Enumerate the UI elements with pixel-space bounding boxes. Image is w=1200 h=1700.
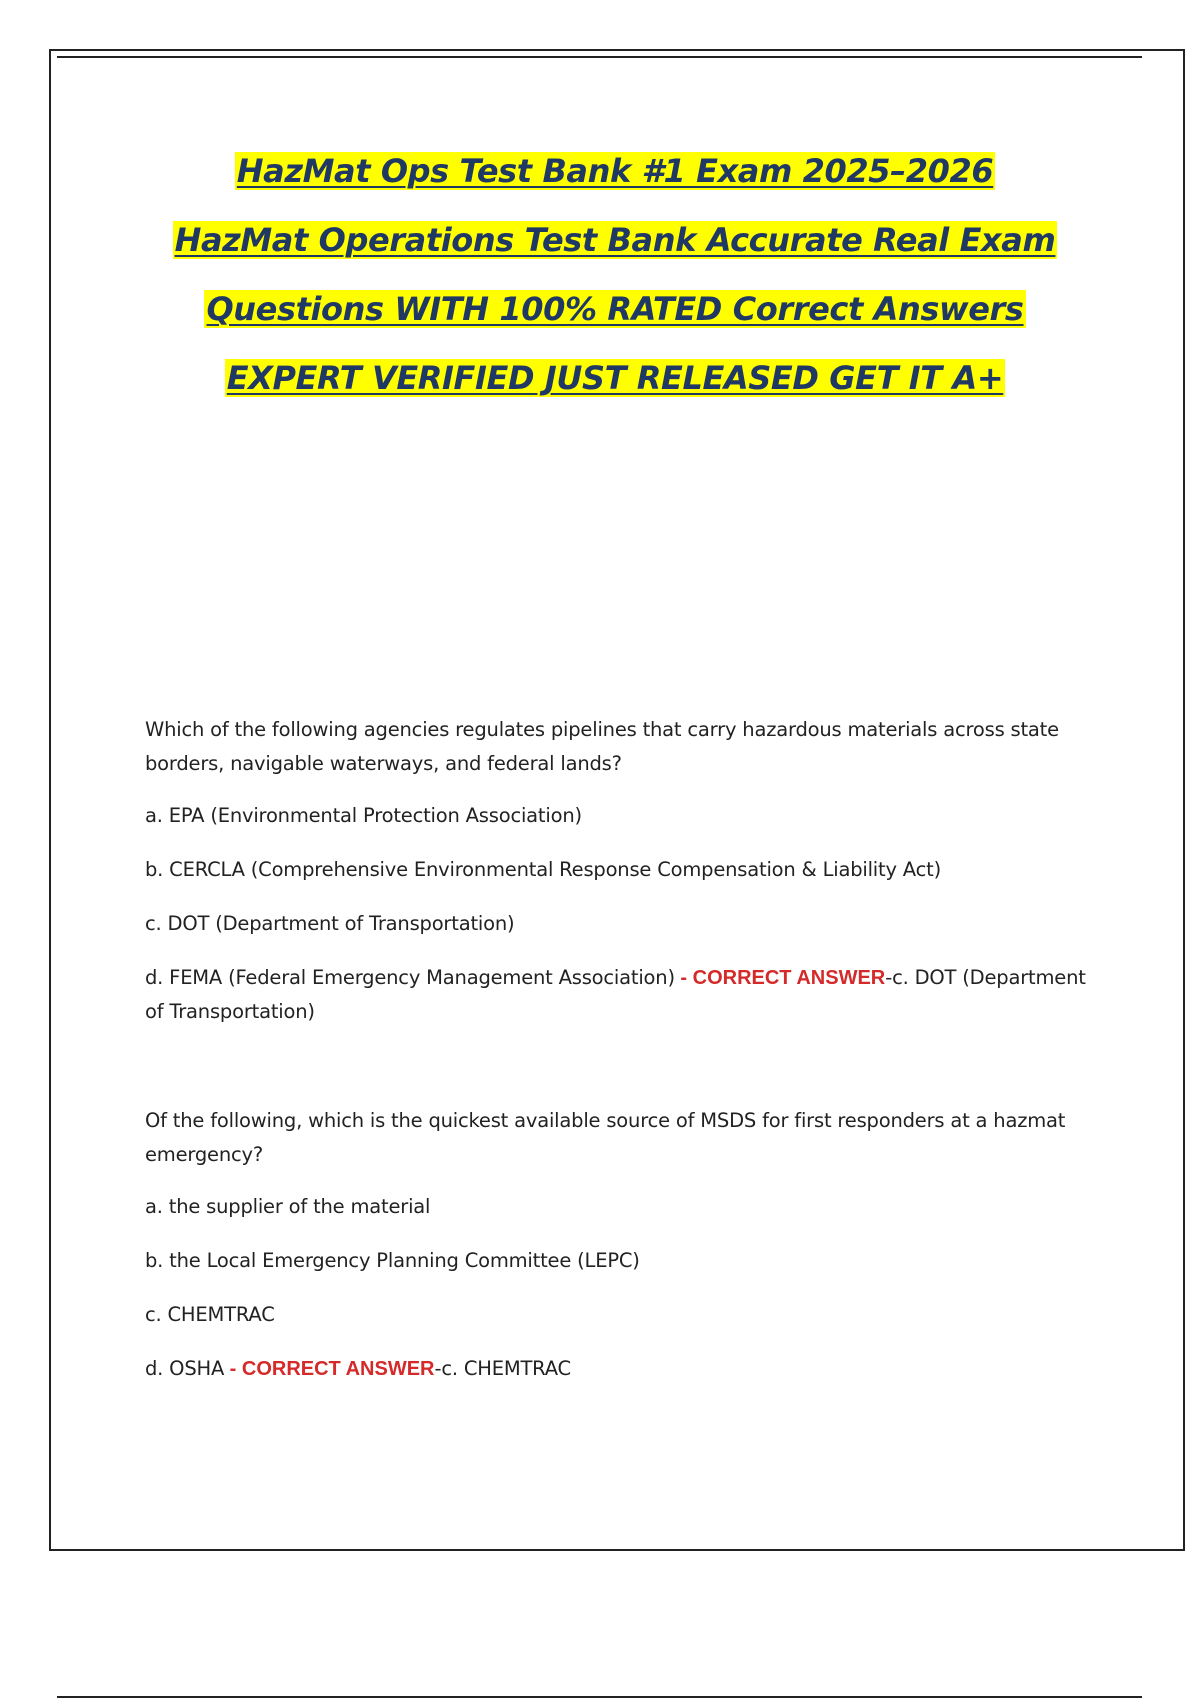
- question-2-option-a: a. the supplier of the material: [145, 1195, 431, 1218]
- question-1-correct-label: CORRECT ANSWER: [692, 967, 886, 989]
- question-1-option-a: a. EPA (Environmental Protection Association): [145, 804, 582, 827]
- question-2-separator: -: [224, 1358, 242, 1380]
- question-2-option-d-text: d. OSHA: [145, 1357, 225, 1380]
- question-1-option-d: [145, 961, 1095, 1029]
- question-1-option-d-text: d. FEMA (Federal Emergency Management Association): [145, 966, 675, 989]
- next-page-rule: [57, 1696, 1142, 1698]
- question-2-option-b: b. the Local Emergency Planning Committee (LEPC): [145, 1249, 640, 1272]
- question-1-option-b: b. CERCLA (Comprehensive Environmental Response Compensation & Liability Act): [145, 858, 941, 881]
- question-1-text: Which of the following agencies regulates pipelines that carry hazardous materials across state borders, navigable waterways, and federal lands?: [145, 718, 1059, 775]
- question-2-option-d: [145, 1352, 1095, 1386]
- question-1: [145, 713, 1095, 1049]
- question-1-separator: -: [674, 967, 693, 989]
- question-2-text: Of the following, which is the quickest available source of MSDS for first responders at a hazmat emergency?: [145, 1109, 1066, 1166]
- question-2: [145, 1104, 1095, 1406]
- title-line-3: Questions WITH 100% RATED Correct Answers: [206, 290, 1024, 328]
- title-line-2: HazMat Operations Test Bank Accurate Real Exam: [174, 221, 1056, 259]
- question-2-answer: -c. CHEMTRAC: [434, 1357, 571, 1380]
- question-1-option-c: c. DOT (Department of Transportation): [145, 912, 515, 935]
- question-2-correct-label: CORRECT ANSWER: [241, 1358, 435, 1380]
- document-title: [60, 140, 1170, 416]
- title-line-1: HazMat Ops Test Bank #1 Exam 2025–2026: [236, 152, 994, 190]
- question-1-answer: -c. DOT (Department of Transportation): [145, 966, 1086, 1023]
- question-2-option-c: c. CHEMTRAC: [145, 1303, 275, 1326]
- top-rule: [57, 56, 1142, 58]
- title-line-4: EXPERT VERIFIED JUST RELEASED GET IT A+: [226, 359, 1004, 397]
